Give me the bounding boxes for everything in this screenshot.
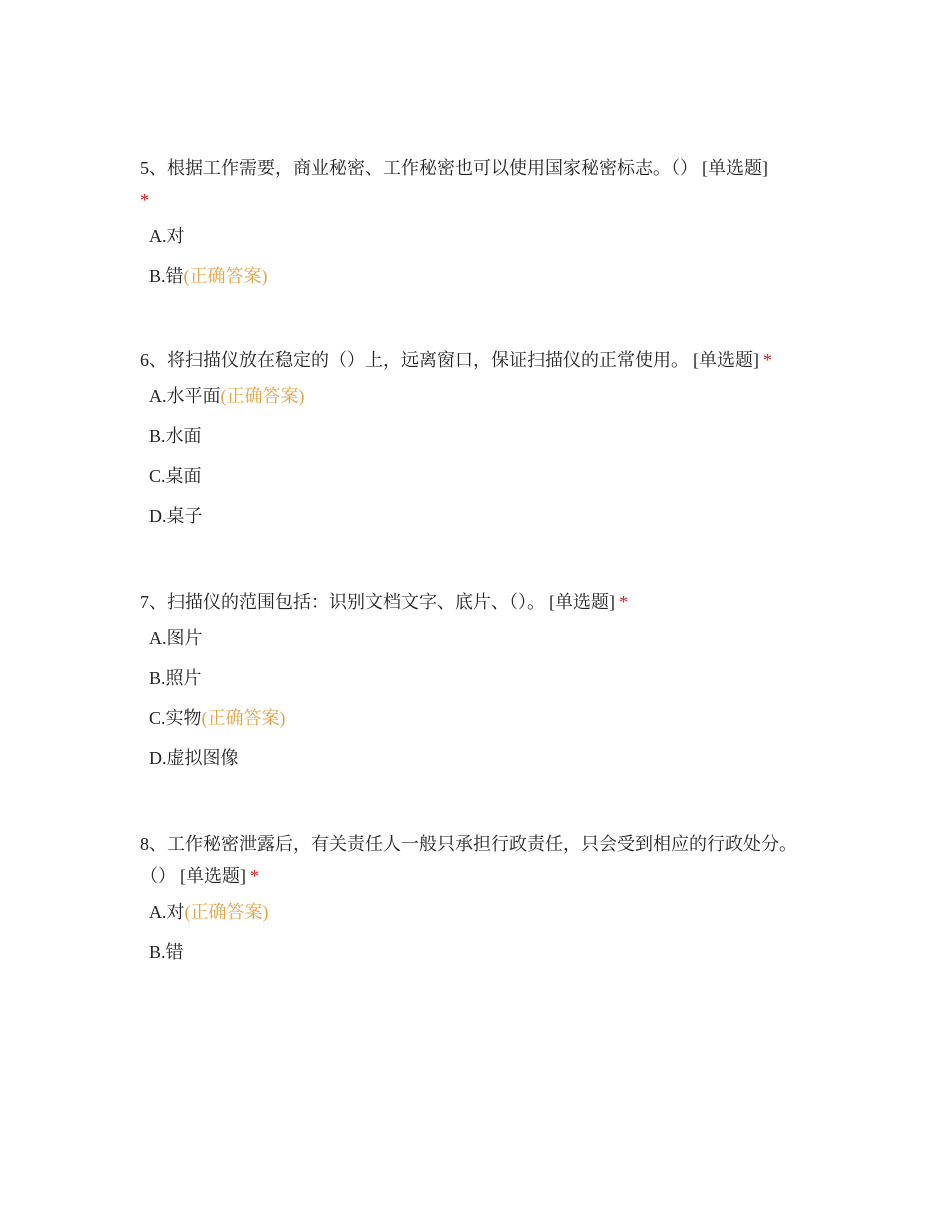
question-7-text-line [140, 586, 810, 618]
option-label: A.对 [149, 902, 185, 922]
option-a [149, 224, 810, 248]
option-b [149, 424, 810, 448]
option-c [149, 464, 810, 488]
options-list [140, 384, 810, 528]
option-d [149, 504, 810, 528]
correct-answer-tag: (正确答案) [220, 386, 305, 406]
question-type-label: [单选题] [180, 866, 246, 886]
options-list [140, 900, 810, 964]
question-7 [140, 586, 810, 786]
question-5-text-line [140, 152, 810, 216]
correct-answer-tag: (正确答案) [183, 266, 268, 286]
option-label: B.错 [149, 266, 184, 286]
question-type-label: [单选题] [693, 350, 759, 370]
option-label: C.桌面 [149, 466, 202, 486]
option-a [149, 900, 810, 924]
question-text: 6、将扫描仪放在稳定的（）上，远离窗口，保证扫描仪的正常使用。 [140, 350, 689, 370]
required-marker: * [250, 866, 259, 886]
required-marker: * [140, 190, 149, 210]
option-c [149, 706, 810, 730]
question-text: 5、根据工作需要，商业秘密、工作秘密也可以使用国家秘密标志。（） [140, 158, 698, 178]
question-type-label: [单选题] [702, 158, 768, 178]
question-6 [140, 344, 810, 544]
option-label: B.水面 [149, 426, 202, 446]
option-label: A.图片 [149, 628, 203, 648]
required-marker: * [763, 350, 772, 370]
option-label: A.水平面 [149, 386, 221, 406]
option-b [149, 666, 810, 690]
question-type-label: [单选题] [549, 592, 615, 612]
option-label: B.错 [149, 942, 184, 962]
question-6-text-line [140, 344, 810, 376]
option-label: A.对 [149, 226, 185, 246]
option-label: B.照片 [149, 668, 202, 688]
option-a [149, 384, 810, 408]
correct-answer-tag: (正确答案) [201, 708, 286, 728]
required-marker: * [619, 592, 628, 612]
option-b [149, 940, 810, 964]
option-b [149, 264, 810, 288]
option-label: C.实物 [149, 708, 202, 728]
question-text: 8、工作秘密泄露后，有关责任人一般只承担行政责任，只会受到相应的行政处分。（） [140, 834, 797, 886]
option-d [149, 746, 810, 770]
option-a [149, 626, 810, 650]
question-5 [140, 152, 810, 304]
correct-answer-tag: (正确答案) [184, 902, 269, 922]
option-label: D.桌子 [149, 506, 203, 526]
question-8-text-line [140, 828, 810, 892]
options-list [140, 626, 810, 770]
option-label: D.虚拟图像 [149, 748, 239, 768]
options-list [140, 224, 810, 288]
question-text: 7、扫描仪的范围包括：识别文档文字、底片、（）。 [140, 592, 545, 612]
question-8 [140, 828, 810, 980]
